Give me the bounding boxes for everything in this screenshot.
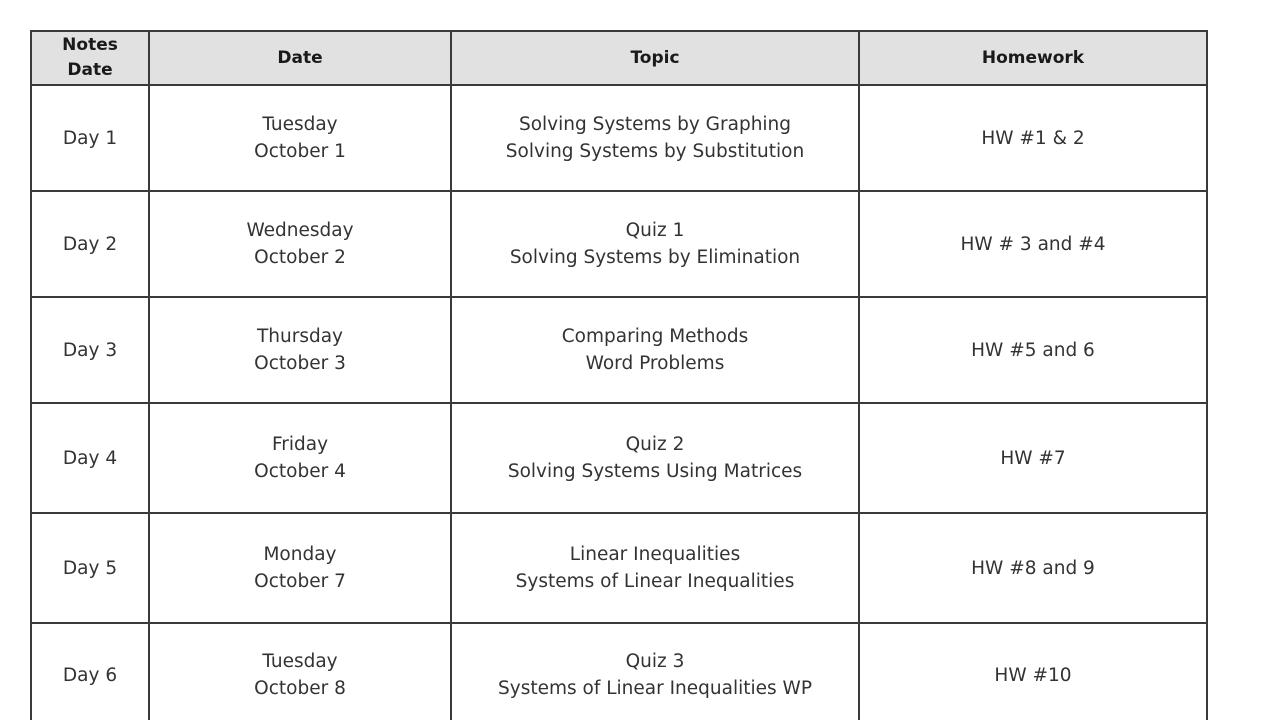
- header-homework: Homework: [859, 31, 1207, 85]
- topic-line-1: Quiz 1: [625, 220, 685, 241]
- day-cell: Day 1: [31, 85, 149, 191]
- header-notes-date: [31, 31, 149, 85]
- topic-line-1: Solving Systems by Graphing: [518, 114, 792, 135]
- weekday: Monday: [263, 544, 337, 565]
- table-row: [31, 623, 1207, 720]
- topic-line-2: Solving Systems by Substitution: [505, 141, 805, 162]
- date-cell: [149, 623, 451, 720]
- calendar-date: October 8: [254, 678, 346, 699]
- weekday: Thursday: [256, 326, 344, 347]
- topic-line-1: Quiz 2: [625, 434, 685, 455]
- topic-line-1: Comparing Methods: [561, 326, 749, 347]
- day-cell: Day 2: [31, 191, 149, 297]
- header-topic: Topic: [451, 31, 859, 85]
- topic-cell: [451, 513, 859, 623]
- topic-cell: [451, 623, 859, 720]
- header-row: [31, 31, 1207, 85]
- weekday: Tuesday: [262, 651, 338, 672]
- calendar-date: October 7: [254, 571, 346, 592]
- date-cell: [149, 513, 451, 623]
- table-row: [31, 513, 1207, 623]
- date-cell: [149, 403, 451, 513]
- homework-cell: HW # 3 and #4: [859, 191, 1207, 297]
- homework-cell: HW #5 and 6: [859, 297, 1207, 403]
- homework-cell: HW #8 and 9: [859, 513, 1207, 623]
- header-notes-date-line2: Date: [67, 60, 113, 80]
- table-row: [31, 297, 1207, 403]
- topic-line-2: Word Problems: [585, 353, 725, 374]
- date-cell: [149, 191, 451, 297]
- topic-line-2: Systems of Linear Inequalities: [515, 571, 795, 592]
- topic-line-1: Linear Inequalities: [569, 544, 741, 565]
- day-cell: Day 4: [31, 403, 149, 513]
- day-cell: Day 6: [31, 623, 149, 720]
- calendar-date: October 2: [254, 247, 346, 268]
- calendar-date: October 4: [254, 461, 346, 482]
- topic-line-2: Systems of Linear Inequalities WP: [498, 678, 812, 699]
- header-notes-date-line1: Notes: [62, 35, 118, 55]
- topic-line-2: Solving Systems Using Matrices: [507, 461, 803, 482]
- calendar-date: October 3: [254, 353, 346, 374]
- topic-line-1: Quiz 3: [625, 651, 685, 672]
- topic-cell: [451, 403, 859, 513]
- day-cell: Day 3: [31, 297, 149, 403]
- homework-cell: HW #7: [859, 403, 1207, 513]
- topic-line-2: Solving Systems by Elimination: [509, 247, 801, 268]
- weekday: Wednesday: [246, 220, 354, 241]
- topic-cell: [451, 191, 859, 297]
- schedule-table: [30, 30, 1208, 720]
- homework-cell: HW #10: [859, 623, 1207, 720]
- calendar-date: October 1: [254, 141, 346, 162]
- topic-cell: [451, 85, 859, 191]
- topic-cell: [451, 297, 859, 403]
- date-cell: [149, 85, 451, 191]
- homework-cell: HW #1 & 2: [859, 85, 1207, 191]
- table-row: [31, 403, 1207, 513]
- weekday: Friday: [271, 434, 329, 455]
- day-cell: Day 5: [31, 513, 149, 623]
- weekday: Tuesday: [262, 114, 338, 135]
- table-row: [31, 85, 1207, 191]
- table-row: [31, 191, 1207, 297]
- date-cell: [149, 297, 451, 403]
- header-date: Date: [149, 31, 451, 85]
